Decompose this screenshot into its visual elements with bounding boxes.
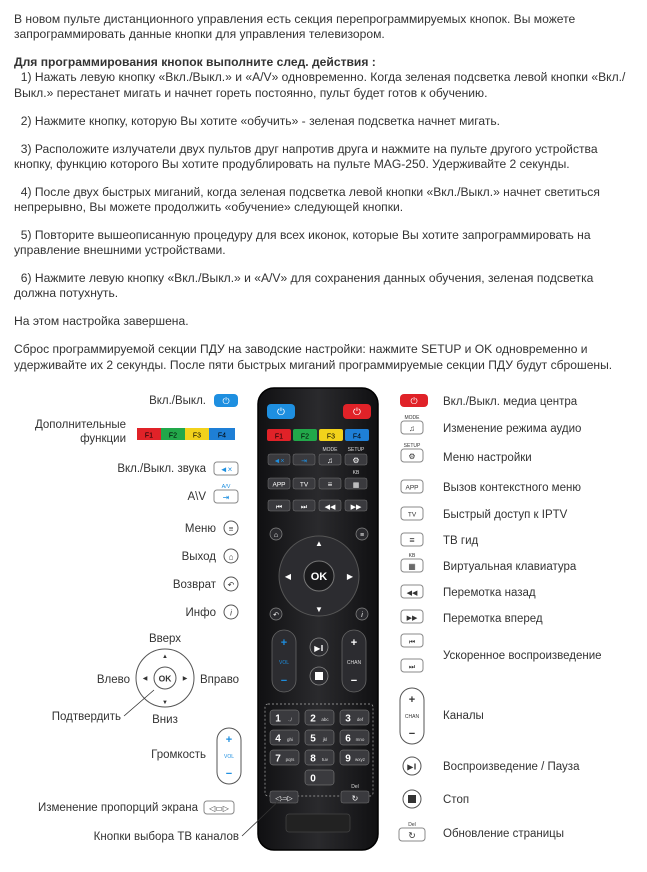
label-extra-1: Дополнительные xyxy=(34,419,126,431)
legend-mode-key: MODE xyxy=(404,415,420,421)
label-menu: Меню xyxy=(184,523,216,535)
step-line: Выкл.» перестанет мигать и начнет гореть постоянно, пульт будет готов к обучению. xyxy=(14,85,488,100)
gear-icon: ⚙ xyxy=(408,452,416,461)
back-icon: ↶ xyxy=(227,580,235,590)
step-line: 5) Повторите вышеописанную процедуру для всех иконок, которые Вы хотите запрограммировать на xyxy=(14,227,591,242)
digit-letters: jkl xyxy=(322,737,328,742)
del-label: Del xyxy=(351,784,359,790)
plus-icon: + xyxy=(408,694,416,706)
label-left: Влево xyxy=(96,674,130,686)
f1-label: F1 xyxy=(274,433,284,441)
legend-f2-label: F2 xyxy=(168,432,178,440)
label-exit: Выход xyxy=(181,551,216,563)
f2-label: F2 xyxy=(300,433,310,441)
mute-icon: ◄× xyxy=(219,465,233,474)
plus-icon: + xyxy=(350,637,358,649)
label-refresh: Обновление страницы xyxy=(443,828,565,840)
mode-label: MODE xyxy=(322,447,338,453)
mute-icon: ◄× xyxy=(273,458,285,465)
intro-line: В новом пульте дистанционного управления есть секция перепрограммируемых кнопок. Вы можете xyxy=(14,12,576,26)
gear-icon: ⚙ xyxy=(352,456,360,465)
legend-tv-label: TV xyxy=(407,511,417,519)
minus-icon: − xyxy=(225,768,233,780)
digit-number: 0 xyxy=(310,773,316,785)
arrow-left-icon: ◀ xyxy=(284,572,292,581)
label-power: Вкл./Выкл. xyxy=(149,395,206,407)
digit-letters: .,/ xyxy=(288,717,292,722)
power-icon: ⏻ xyxy=(410,396,418,406)
digit-letters: wxyz xyxy=(355,757,365,762)
setup-label: SETUP xyxy=(347,447,365,453)
av-icon: ⇥ xyxy=(301,458,307,465)
label-setup: Меню настройки xyxy=(443,452,532,464)
av-icon: ⇥ xyxy=(222,493,230,502)
label-confirm: Подтвердить xyxy=(51,711,121,723)
aspect-icon: ◁▭▷ xyxy=(275,795,293,803)
label-mute: Вкл./Выкл. звука xyxy=(117,463,206,475)
back-icon: ↶ xyxy=(273,612,279,619)
stop-icon xyxy=(315,672,323,680)
stop-icon xyxy=(408,795,416,803)
digit-number: 2 xyxy=(310,713,316,725)
step-line: 1) Нажать левую кнопку «Вкл./Выкл.» и «A/V» одновременно. Когда зеленая подсветка левой кнопки «Вкл./ xyxy=(14,70,626,85)
skip-forward-icon: ⏭ xyxy=(408,664,416,671)
label-channels: Каналы xyxy=(443,710,484,722)
label-play: Воспроизведение / Пауза xyxy=(443,761,580,773)
step-line: непрерывно, Вы можете продолжить «обучение» следующей кнопки. xyxy=(14,200,404,215)
label-app: Вызов контекстного меню xyxy=(443,482,581,494)
label-info: Инфо xyxy=(185,607,216,619)
refresh-icon: ↻ xyxy=(408,830,416,841)
digit-number: 1 xyxy=(275,713,281,725)
menu-icon: ≡ xyxy=(228,524,234,534)
label-rewind: Перемотка назад xyxy=(443,587,536,599)
label-down: Вниз xyxy=(152,714,178,726)
done-line: На этом настройка завершена. xyxy=(14,314,189,329)
digit-number: 7 xyxy=(275,753,281,765)
label-media-power: Вкл./Выкл. медиа центра xyxy=(443,396,578,408)
music-note-icon: ♫ xyxy=(327,456,333,465)
rewind-icon: ◀◀ xyxy=(406,590,418,597)
reset-line: Сброс программируемой секции ПДУ на заводские настройки: нажмите SETUP и OK одновременно и xyxy=(14,342,588,357)
heading: Для программирования кнопок выполните след. действия : xyxy=(14,55,376,70)
digit-letters: abc xyxy=(321,717,329,722)
label-kb: Виртуальная клавиатура xyxy=(443,561,577,573)
list-icon: ≡ xyxy=(327,480,333,489)
info-icon: i xyxy=(230,608,232,618)
label-av: A\V xyxy=(187,491,206,503)
ir-window xyxy=(286,814,350,832)
step-line: должна потухнуть. xyxy=(14,286,119,301)
label-aspect: Изменение пропорций экрана xyxy=(37,802,198,814)
fast-forward-icon: ▶▶ xyxy=(406,615,418,622)
label-back: Возврат xyxy=(172,579,216,591)
digit-letters: ghi xyxy=(286,737,294,742)
play-pause-icon: ▶‖ xyxy=(314,644,324,653)
label-mode: Изменение режима аудио xyxy=(443,423,582,435)
digit-letters: mno xyxy=(355,737,365,742)
label-accel: Ускоренное воспроизведение xyxy=(443,650,602,662)
arrow-up-icon: ▲ xyxy=(162,654,168,660)
step-line: управление внешними устройствами. xyxy=(14,243,226,258)
refresh-icon: ↻ xyxy=(351,794,359,803)
plus-icon: + xyxy=(225,734,233,746)
legend-f3-label: F3 xyxy=(192,432,202,440)
skip-forward-icon: ⏭ xyxy=(300,504,308,511)
minus-icon: − xyxy=(280,675,288,687)
label-guide: ТВ гид xyxy=(443,535,479,547)
legend-f1-label: F1 xyxy=(144,432,154,440)
menu-icon: ≡ xyxy=(359,532,365,539)
label-stop: Стоп xyxy=(443,794,470,806)
arrow-left-icon: ◀ xyxy=(142,676,148,682)
label-channel-buttons: Кнопки выбора ТВ каналов xyxy=(93,831,239,843)
skip-back-icon: ⏮ xyxy=(408,639,416,646)
rewind-icon: ◀◀ xyxy=(324,504,336,511)
ok-label: OK xyxy=(310,571,328,583)
arrow-down-icon: ▼ xyxy=(315,605,323,614)
plus-icon: + xyxy=(280,637,288,649)
step-line: 6) Нажмите левую кнопку «Вкл./Выкл.» и «A/V» для сохранения данных обучения, зеленая подсветка xyxy=(14,271,594,286)
play-pause-icon: ▶‖ xyxy=(407,762,417,772)
legend-av-key: A/V xyxy=(221,484,231,490)
aspect-icon: ◁▭▷ xyxy=(209,804,229,813)
legend-app-label: APP xyxy=(405,484,419,492)
power-icon: ⏻ xyxy=(353,407,361,418)
tv-label: TV xyxy=(299,481,309,489)
label-volume: Громкость xyxy=(151,749,206,761)
step-line: 2) Нажмите кнопку, которую Вы хотите «обучить» - зеленая подсветка начнет мигать. xyxy=(14,113,501,128)
kb-label: KB xyxy=(352,470,360,476)
fast-forward-icon: ▶▶ xyxy=(350,504,362,511)
minus-icon: − xyxy=(350,675,358,687)
legend-f4-label: F4 xyxy=(217,432,227,440)
legend-chan-label: CHAN xyxy=(404,714,420,720)
reset-line: удерживайте их 2 секунды. После пяти быстрых миганий программируемые секции ПДУ будут сброшены. xyxy=(14,357,613,372)
legend-setup-key: SETUP xyxy=(403,443,421,449)
legend-ok-label: OK xyxy=(158,673,172,684)
arrow-up-icon: ▲ xyxy=(315,539,323,548)
skip-back-icon: ⏮ xyxy=(275,504,283,511)
label-up: Вверх xyxy=(148,633,182,645)
arrow-down-icon: ▼ xyxy=(162,700,168,706)
remote-diagram xyxy=(0,376,647,872)
power-icon: ⏻ xyxy=(277,407,285,418)
minus-icon: − xyxy=(408,728,416,740)
digit-number: 4 xyxy=(275,733,281,745)
label-ffw: Перемотка вперед xyxy=(443,613,543,625)
arrow-right-icon: ▶ xyxy=(182,676,188,682)
legend-kb-key: KB xyxy=(408,553,416,559)
app-label: APP xyxy=(272,481,286,489)
list-icon: ≡ xyxy=(409,535,415,545)
instructions-text xyxy=(14,12,634,373)
remote-control xyxy=(258,388,378,850)
legend-del-key: Del xyxy=(408,822,416,828)
digit-number: 8 xyxy=(310,753,316,765)
label-extra-2: функции xyxy=(80,433,126,445)
intro-line: запрограммировать данные кнопки для управления телевизором. xyxy=(14,27,385,42)
keyboard-icon: ▦ xyxy=(408,562,416,571)
step-line: кнопку, функцию которого Вы хотите продублировать на пульте MAG-250. Удерживайте 2 секунды. xyxy=(14,156,570,171)
label-right: Вправо xyxy=(200,674,240,686)
music-note-icon: ♫ xyxy=(409,424,415,433)
digit-number: 3 xyxy=(345,713,351,725)
vol-label: VOL xyxy=(278,660,290,666)
home-icon: ⌂ xyxy=(273,532,279,539)
digit-number: 5 xyxy=(310,733,316,745)
digit-number: 6 xyxy=(345,733,351,745)
f3-label: F3 xyxy=(326,433,336,441)
keyboard-icon: ▦ xyxy=(352,482,360,489)
digit-number: 9 xyxy=(345,753,351,765)
digit-letters: pqrs xyxy=(285,757,295,762)
digit-letters: def xyxy=(356,717,364,722)
label-tv: Быстрый доступ к IPTV xyxy=(443,509,568,521)
digit-letters: tuv xyxy=(321,757,329,762)
step-line: 4) После двух быстрых миганий, когда зеленая подсветка левой кнопки «Вкл./Выкл.» начнет светиться xyxy=(14,184,600,199)
power-icon: ⏻ xyxy=(222,396,230,406)
chan-label: CHAN xyxy=(346,660,362,666)
step-line: 3) Расположите излучатели двух пультов друг напротив друга и нажмите на пульте другого устройства xyxy=(14,141,598,156)
arrow-right-icon: ▶ xyxy=(346,572,354,581)
info-icon: i xyxy=(361,612,363,619)
f4-label: F4 xyxy=(352,433,362,441)
legend-vol-label: VOL xyxy=(223,754,235,760)
home-icon: ⌂ xyxy=(228,552,234,562)
